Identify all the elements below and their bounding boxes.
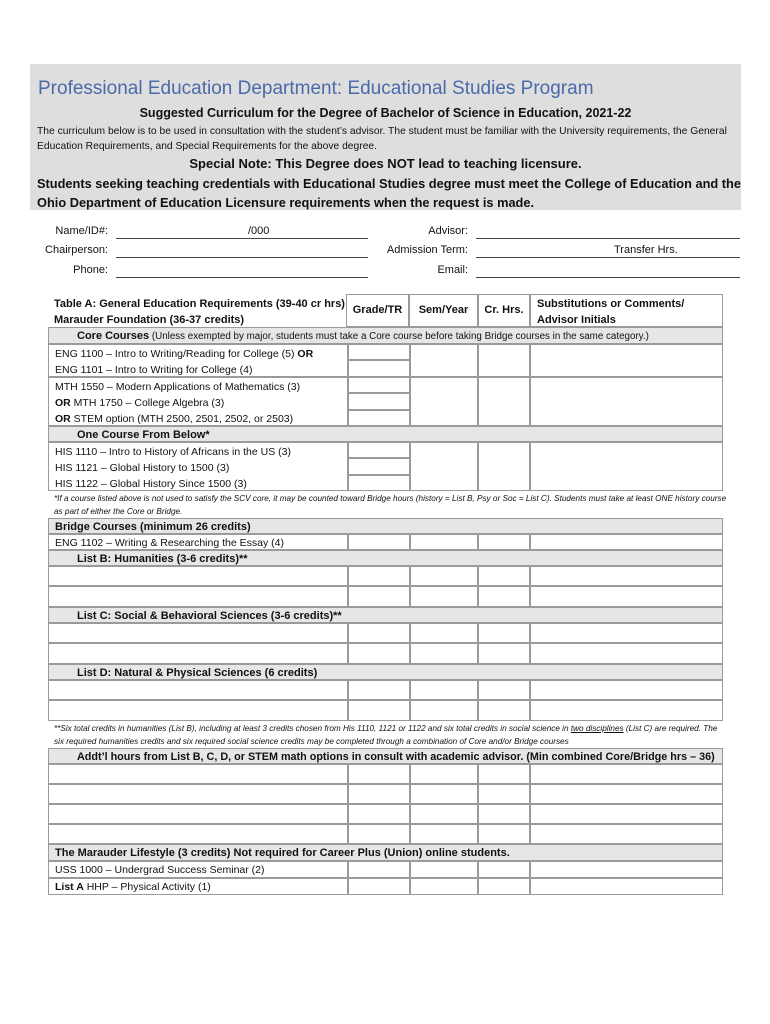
credit-hours-cell[interactable] xyxy=(478,442,530,491)
grade-cell[interactable] xyxy=(348,442,410,458)
sem-year-cell[interactable] xyxy=(410,643,478,664)
table-row xyxy=(48,643,723,664)
grade-cell[interactable] xyxy=(348,566,410,586)
one-course-heading: One Course From Below* xyxy=(77,429,210,441)
transfer-hours-label: Transfer Hrs. xyxy=(614,244,678,256)
list-d-heading: List D: Natural & Physical Sciences (6 credits) xyxy=(77,667,318,679)
additional-hours-band xyxy=(48,748,723,764)
page-title: Professional Education Department: Educational Studies Program xyxy=(38,78,594,99)
sem-year-cell[interactable] xyxy=(410,700,478,721)
course-cell[interactable] xyxy=(48,586,348,607)
core-courses-band xyxy=(48,327,723,344)
credit-hours-cell[interactable] xyxy=(478,700,530,721)
grade-cell[interactable] xyxy=(348,458,410,475)
eng-1101-text: ENG 1101 – Intro to Writing for College (4) xyxy=(55,364,253,376)
admission-term-label: Admission Term: xyxy=(386,244,468,256)
six-credits-footnote xyxy=(48,722,729,748)
name-value: /000 xyxy=(248,225,270,237)
credit-hours-cell[interactable] xyxy=(478,586,530,607)
substitutions-cell[interactable] xyxy=(530,442,723,491)
grade-cell[interactable] xyxy=(348,360,410,377)
hhp-course-cell xyxy=(48,878,348,895)
bridge-courses-band xyxy=(48,518,723,534)
grade-cell[interactable] xyxy=(348,878,410,895)
table-row xyxy=(48,623,723,643)
lifestyle-band xyxy=(48,844,723,861)
credit-hours-cell[interactable] xyxy=(478,784,530,804)
table-row xyxy=(48,764,723,784)
course-cell[interactable] xyxy=(48,824,348,844)
page-subtitle: Suggested Curriculum for the Degree of Bachelor of Science in Education, 2021-22 xyxy=(139,106,632,120)
eng-1100-text: ENG 1100 – Intro to Writing/Reading for College (5) xyxy=(55,348,295,360)
course-cell[interactable] xyxy=(48,700,348,721)
core-courses-heading xyxy=(49,328,722,345)
course-cell[interactable] xyxy=(48,784,348,804)
sem-year-header: Sem/Year xyxy=(409,294,478,327)
or-keyword: OR xyxy=(55,413,71,425)
table-row xyxy=(48,566,723,586)
his-1121-text: HIS 1121 – Global History to 1500 (3) xyxy=(55,462,230,474)
table-header-row xyxy=(48,294,723,327)
sem-year-cell[interactable] xyxy=(410,804,478,824)
substitutions-cell[interactable] xyxy=(530,623,723,643)
phone-field[interactable] xyxy=(116,264,368,278)
course-cell[interactable] xyxy=(48,623,348,643)
stem-option-text: STEM option (MTH 2500, 2501, 2502, or 2503) xyxy=(70,413,294,425)
sem-year-cell[interactable] xyxy=(410,824,478,844)
header-band xyxy=(30,64,741,210)
or-keyword: OR xyxy=(55,397,71,409)
grade-cell[interactable] xyxy=(348,764,410,784)
credit-hours-cell[interactable] xyxy=(478,861,530,878)
table-row xyxy=(48,442,723,491)
credit-hours-cell[interactable] xyxy=(478,623,530,643)
substitutions-cell[interactable] xyxy=(530,680,723,700)
credit-hours-cell[interactable] xyxy=(478,680,530,700)
sem-year-cell[interactable] xyxy=(410,442,478,491)
substitutions-cell[interactable] xyxy=(530,824,723,844)
his-1122-text: HIS 1122 – Global History Since 1500 (3) xyxy=(55,478,247,490)
licensure-requirement: Students seeking teaching credentials with Educational Studies degree must meet the College of Education and the Ohio Department of Education Licensure requirements when the request is made. xyxy=(37,176,741,210)
table-title-line2: Marauder Foundation (36-37 credits) xyxy=(54,314,245,326)
email-label: Email: xyxy=(437,264,468,276)
sem-year-cell[interactable] xyxy=(410,534,478,550)
substitutions-header-line1: Substitutions or Comments/ xyxy=(537,298,685,310)
grade-cell[interactable] xyxy=(348,804,410,824)
table-title-line1: Table A: General Education Requirements (39-40 cr hrs) xyxy=(54,298,345,310)
name-label: Name/ID#: xyxy=(55,225,108,237)
or-keyword: OR xyxy=(297,348,314,360)
credit-hours-cell[interactable] xyxy=(478,764,530,784)
sem-year-cell[interactable] xyxy=(410,861,478,878)
substitutions-cell[interactable] xyxy=(530,784,723,804)
grade-cell[interactable] xyxy=(348,377,410,393)
one-course-band xyxy=(48,426,723,442)
sem-year-cell[interactable] xyxy=(410,784,478,804)
substitutions-cell[interactable] xyxy=(530,566,723,586)
substitutions-cell[interactable] xyxy=(530,534,723,550)
sem-year-cell[interactable] xyxy=(410,586,478,607)
six-note-part1: **Six total credits in humanities (List B), including at least 3 credits chosen from His 1110, 1121 or 1122 and six total credits in social science in xyxy=(54,724,571,733)
special-note: Special Note: This Degree does NOT lead to teaching licensure. xyxy=(189,156,582,171)
list-b-band xyxy=(48,550,723,566)
admission-term-field[interactable] xyxy=(476,244,740,258)
credit-hours-cell[interactable] xyxy=(478,534,530,550)
eng-option-line1 xyxy=(55,346,347,362)
six-note-part2: (List C) are required. The six required humanities credits and six required social science credits may be completed through a combination of Core and/or Bridge courses xyxy=(54,724,718,746)
advisor-field[interactable] xyxy=(476,225,740,239)
table-row xyxy=(48,804,723,824)
grade-cell[interactable] xyxy=(348,410,410,426)
credit-hours-cell[interactable] xyxy=(478,878,530,895)
sem-year-cell[interactable] xyxy=(410,377,478,426)
chairperson-field[interactable] xyxy=(116,244,368,258)
grade-cell[interactable] xyxy=(348,680,410,700)
grade-header: Grade/TR xyxy=(346,294,409,327)
substitutions-cell[interactable] xyxy=(530,700,723,721)
grade-cell[interactable] xyxy=(348,643,410,664)
table-row xyxy=(48,680,723,700)
table-row xyxy=(48,700,723,721)
list-d-band xyxy=(48,664,723,680)
credit-hours-header: Cr. Hrs. xyxy=(478,294,530,327)
lifestyle-heading: The Marauder Lifestyle (3 credits) Not required for Career Plus (Union) online students. xyxy=(55,847,510,859)
mth-course-cell xyxy=(48,377,348,426)
bridge-courses-heading: Bridge Courses (minimum 26 credits) xyxy=(55,521,251,533)
sem-year-cell[interactable] xyxy=(410,878,478,895)
advisor-label: Advisor: xyxy=(428,225,468,237)
grade-cell[interactable] xyxy=(348,393,410,410)
sem-year-cell[interactable] xyxy=(410,344,478,377)
table-row xyxy=(48,878,723,895)
core-courses-title: Core Courses xyxy=(77,330,150,342)
course-cell[interactable] xyxy=(48,680,348,700)
grade-cell[interactable] xyxy=(348,623,410,643)
table-row xyxy=(48,824,723,844)
his-1110-text: HIS 1110 – Intro to History of Africans in the US (3) xyxy=(55,446,291,458)
chairperson-label: Chairperson: xyxy=(45,244,108,256)
substitutions-cell[interactable] xyxy=(530,643,723,664)
credit-hours-cell[interactable] xyxy=(478,344,530,377)
list-a-label: List A xyxy=(55,881,84,893)
substitutions-cell[interactable] xyxy=(530,804,723,824)
email-field[interactable] xyxy=(476,264,740,278)
course-cell[interactable] xyxy=(48,566,348,586)
substitutions-cell[interactable] xyxy=(530,861,723,878)
substitutions-cell[interactable] xyxy=(530,878,723,895)
credit-hours-cell[interactable] xyxy=(478,824,530,844)
grade-cell[interactable] xyxy=(348,534,410,550)
table-row xyxy=(48,586,723,607)
eng-course-cell xyxy=(48,344,348,377)
additional-hours-heading: Addt’l hours from List B, C, D, or STEM math options in consult with academic advisor. (Min combined Core/Bridge hrs – 36) xyxy=(77,751,715,763)
course-cell[interactable] xyxy=(48,764,348,784)
core-courses-note: (Unless exempted by major, students must take a Core course before taking Bridge courses in the same category.) xyxy=(149,331,649,342)
grade-cell[interactable] xyxy=(348,586,410,607)
mth-1550-text: MTH 1550 – Modern Applications of Mathematics (3) xyxy=(55,381,301,393)
grade-cell[interactable] xyxy=(348,824,410,844)
grade-cell[interactable] xyxy=(348,861,410,878)
intro-text: The curriculum below is to be used in consultation with the student’s advisor. The student must be familiar with the University requirements, the General Education Requirements, and Special Requirements for the above degree. xyxy=(37,126,727,152)
credit-hours-cell[interactable] xyxy=(478,566,530,586)
substitutions-header xyxy=(530,294,723,327)
sem-year-cell[interactable] xyxy=(410,764,478,784)
substitutions-cell[interactable] xyxy=(530,377,723,426)
table-row xyxy=(48,861,723,878)
grade-cell[interactable] xyxy=(348,784,410,804)
list-c-band xyxy=(48,607,723,623)
hhp-text: HHP – Physical Activity (1) xyxy=(83,881,211,893)
phone-label: Phone: xyxy=(73,264,108,276)
mth-option-line2 xyxy=(55,395,347,411)
grade-cell[interactable] xyxy=(348,344,410,360)
course-cell[interactable] xyxy=(48,643,348,664)
table-row xyxy=(48,784,723,804)
mth-1750-text: MTH 1750 – College Algebra (3) xyxy=(70,397,225,409)
table-row xyxy=(48,377,723,426)
grade-cell[interactable] xyxy=(348,700,410,721)
credit-hours-cell[interactable] xyxy=(478,377,530,426)
credit-hours-cell[interactable] xyxy=(478,643,530,664)
list-b-heading: List B: Humanities (3-6 credits)** xyxy=(77,553,248,565)
eng-1102-text: ENG 1102 – Writing & Researching the Essay (4) xyxy=(48,534,348,550)
table-title xyxy=(54,294,354,327)
sem-year-cell[interactable] xyxy=(410,623,478,643)
his-course-cell xyxy=(48,442,348,491)
sem-year-cell[interactable] xyxy=(410,680,478,700)
mth-option-line3 xyxy=(55,411,347,427)
credit-hours-cell[interactable] xyxy=(478,804,530,824)
sem-year-cell[interactable] xyxy=(410,566,478,586)
course-cell[interactable] xyxy=(48,804,348,824)
substitutions-cell[interactable] xyxy=(530,344,723,377)
grade-cell[interactable] xyxy=(348,475,410,491)
substitutions-header-line2: Advisor Initials xyxy=(537,314,616,326)
table-row xyxy=(48,344,723,377)
history-footnote: *If a course listed above is not used to satisfy the SCV core, it may be counted toward Bridge hours (history = List B, Psy or Soc = List C). Students must take at least ONE history course as part of either the Core or Bridge. xyxy=(54,494,727,516)
uss-1000-text: USS 1000 – Undergrad Success Seminar (2) xyxy=(48,861,348,878)
list-c-heading: List C: Social & Behavioral Sciences (3-6 credits)** xyxy=(77,610,342,622)
table-row xyxy=(48,534,723,550)
substitutions-cell[interactable] xyxy=(530,586,723,607)
substitutions-cell[interactable] xyxy=(530,764,723,784)
six-note-underlined: two disciplines xyxy=(570,724,624,733)
name-field[interactable] xyxy=(116,225,368,239)
